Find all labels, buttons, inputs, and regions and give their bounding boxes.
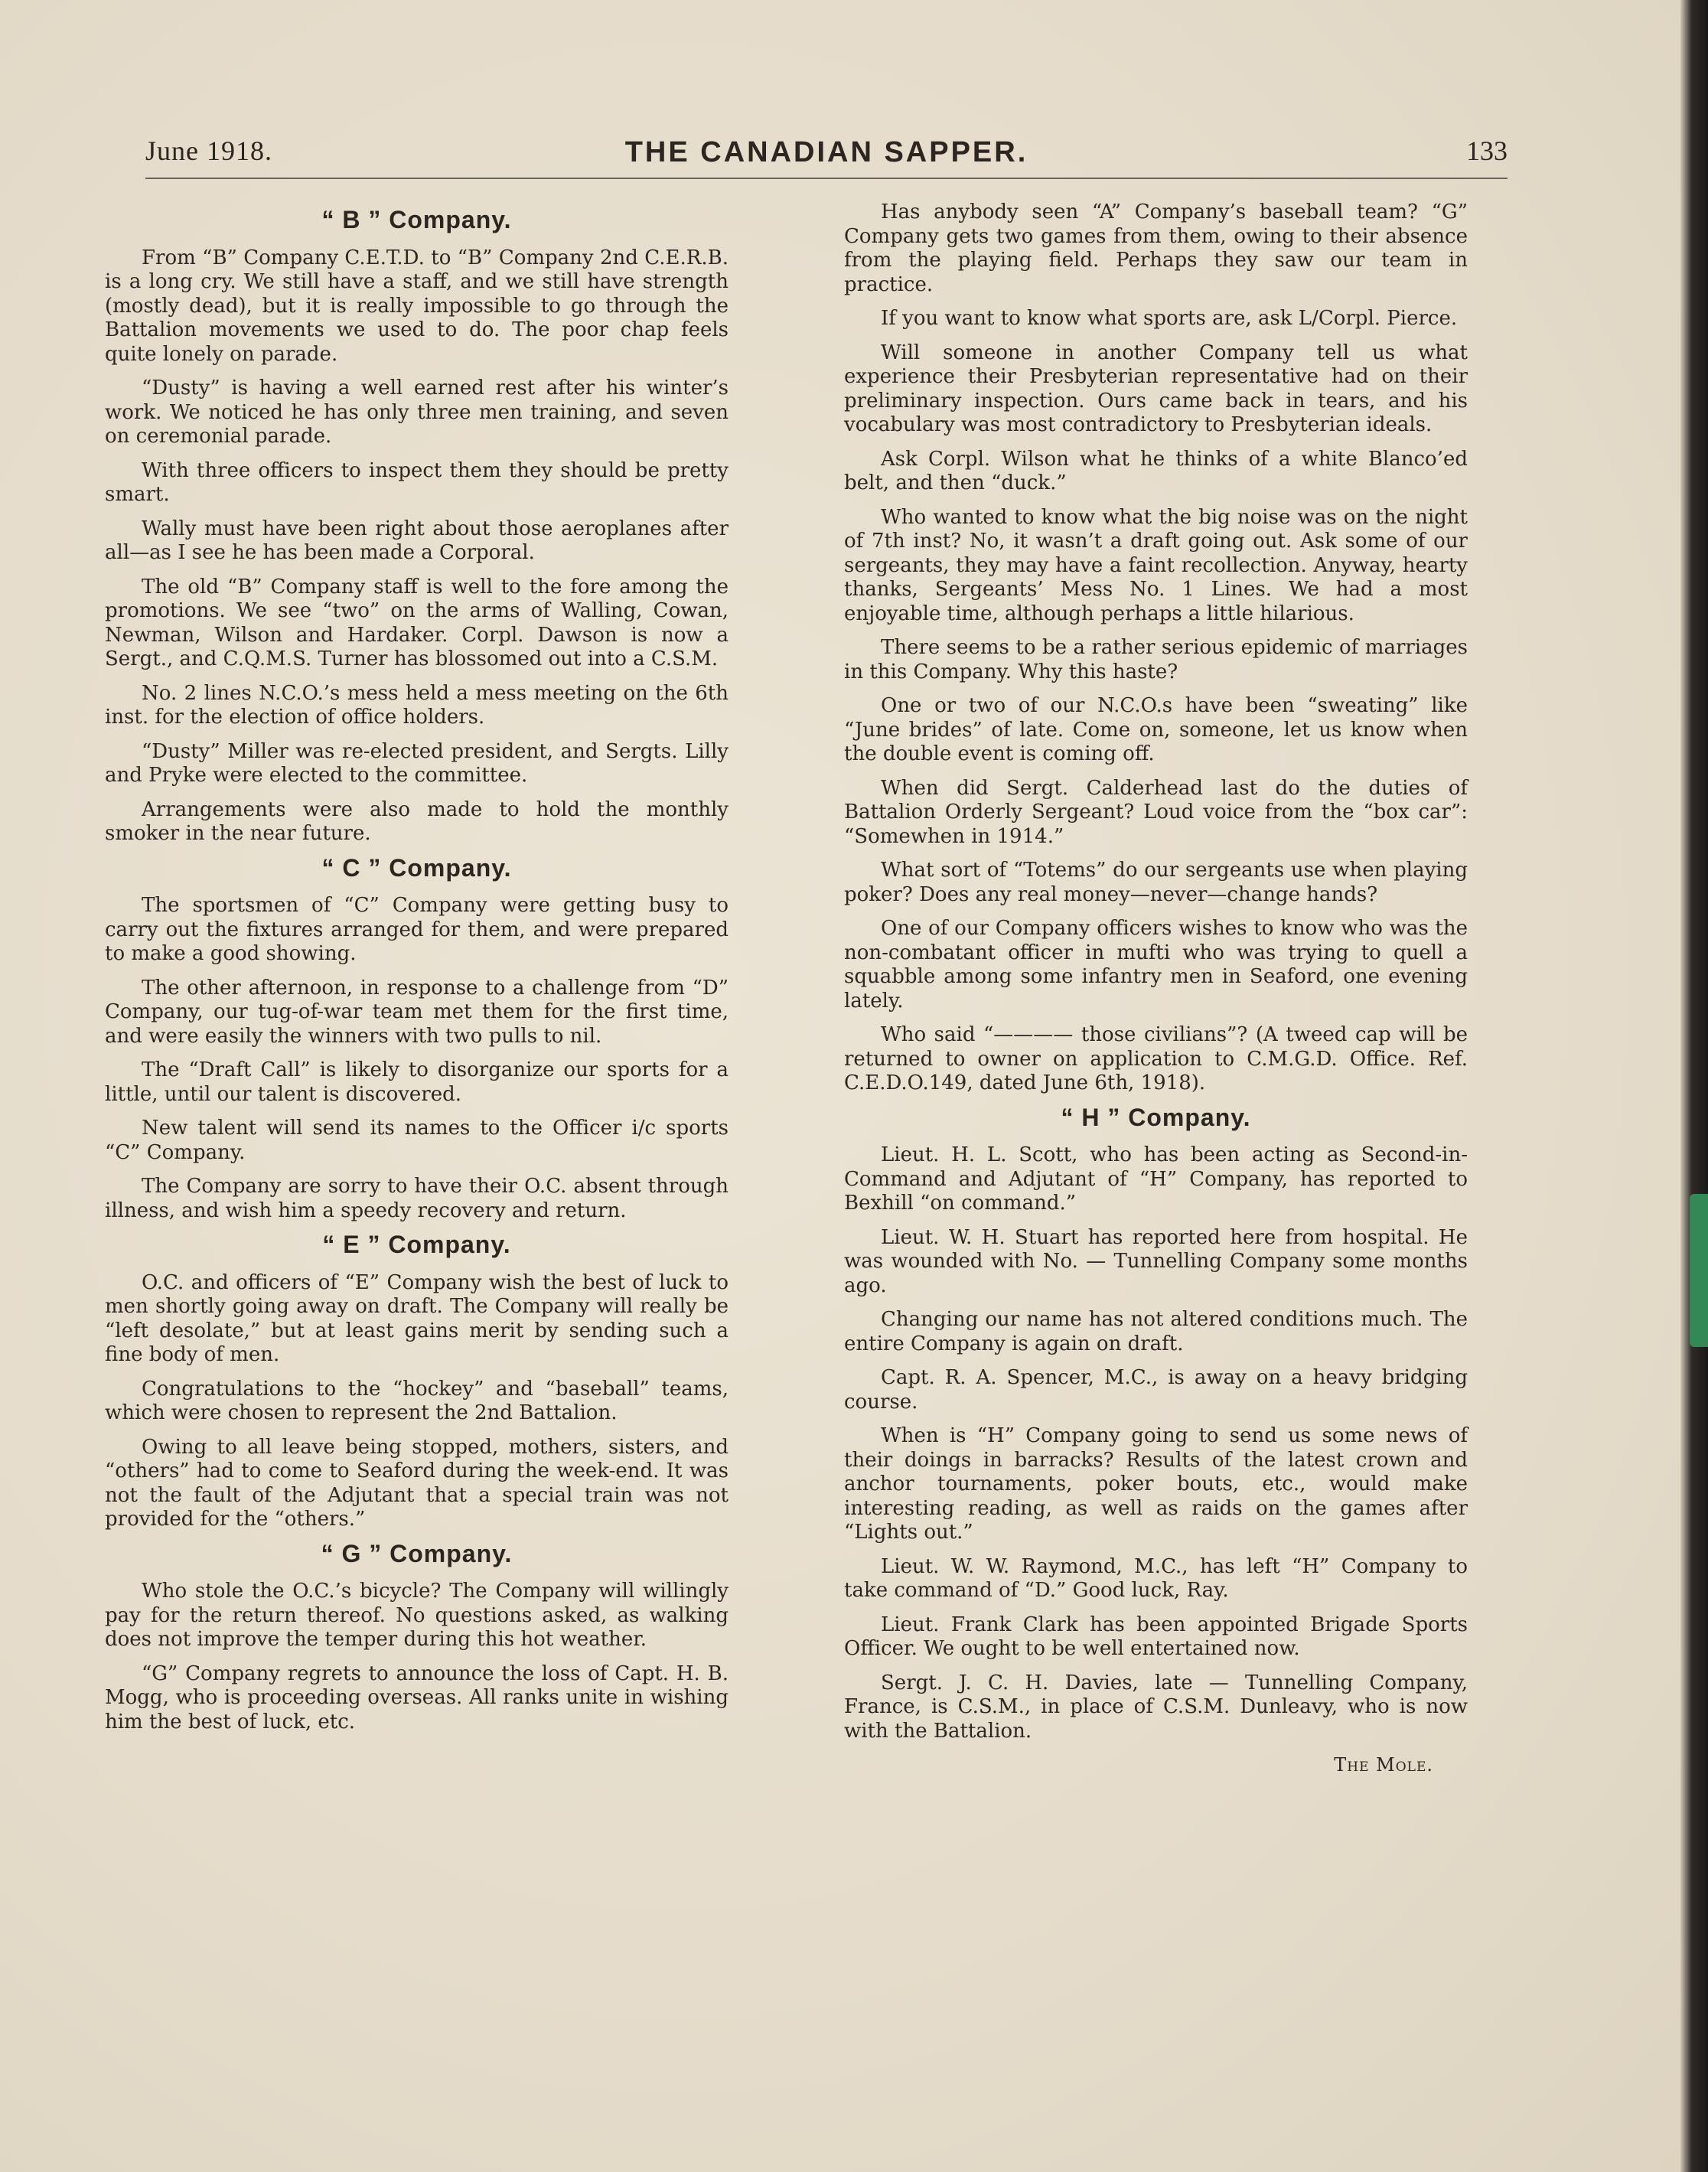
paragraph: The “Draft Call” is likely to disorganize our sports for a little, until our talent is discovered.	[105, 1058, 729, 1106]
paragraph: Sergt. J. C. H. Davies, late — Tunnelling Company, France, is C.S.M., in place of C.S.M. Dunleavy, who is now with the Battalion.	[844, 1671, 1468, 1743]
paragraph: “Dusty” is having a well earned rest after his winter’s work. We noticed he has only three men training, and seven on ceremonial parade.	[105, 377, 729, 448]
issue-date: June 1918.	[145, 135, 272, 166]
section-heading-e-company: “ E ” Company.	[322, 1231, 511, 1258]
paragraph: The Company are sorry to have their O.C. absent through illness, and wish him a speedy recovery and return.	[105, 1175, 729, 1222]
paragraph: Congratulations to the “hockey” and “baseball” teams, which were chosen to represent the 2nd Battalion.	[105, 1377, 729, 1424]
paragraph: Owing to all leave being stopped, mothers, sisters, and “others” had to come to Seaford during the week-end. It was not the fault of the Adjutant that a special train was not provided for the “others.”	[105, 1435, 729, 1531]
green-page-tab	[1690, 1194, 1708, 1347]
right-column	[844, 201, 1468, 1778]
author-signature: The Mole.	[1334, 1754, 1433, 1776]
paragraph: “Dusty” Miller was re-elected president, and Sergts. Lilly and Pryke were elected to the committee.	[105, 739, 729, 787]
paragraph: One or two of our N.C.O.s have been “sweating” like “June brides” of late. Come on, someone, let us know when the double event is coming off.	[844, 694, 1468, 765]
page-edge-shadow	[1680, 0, 1708, 2172]
header-rule	[145, 178, 1508, 179]
paragraph: With three officers to inspect them they should be pretty smart.	[105, 458, 729, 506]
paragraph: There seems to be a rather serious epidemic of marriages in this Company. Why this haste?	[844, 636, 1468, 683]
paragraph: Changing our name has not altered conditions much. The entire Company is again on draft.	[844, 1308, 1468, 1355]
paragraph: From “B” Company C.E.T.D. to “B” Company 2nd C.E.R.B. is a long cry. We still have a staff, and we still have strength (mostly dead), but it is really impossible to go through the Battalion movements we used to do. The poor chap feels quite lonely on parade.	[105, 246, 729, 366]
paragraph: Will someone in another Company tell us what experience their Presbyterian representative had on their preliminary inspection. Ours came back in tears, and his vocabulary was most contradictory to Presbyterian ideals.	[844, 341, 1468, 436]
paragraph: Arrangements were also made to hold the monthly smoker in the near future.	[105, 797, 729, 845]
section-heading-g-company: “ G ” Company.	[321, 1539, 513, 1567]
paragraph: New talent will send its names to the Officer i/c sports “C” Company.	[105, 1117, 729, 1164]
paragraph: Lieut. W. H. Stuart has reported here from hospital. He was wounded with No. — Tunnelling Company some months ago.	[844, 1225, 1468, 1297]
paragraph: Capt. R. A. Spencer, M.C., is away on a heavy bridging course.	[844, 1366, 1468, 1414]
paragraph: Who stole the O.C.’s bicycle? The Company will willingly pay for the return thereof. No questions asked, as walking does not improve the temper during this hot weather.	[105, 1580, 729, 1651]
paragraph: What sort of “Totems” do our sergeants use when playing poker? Does any real money—never—change hands?	[844, 859, 1468, 906]
paragraph: Has anybody seen “A” Company’s baseball team? “G” Company gets two games from them, owing to their absence from the playing field. Perhaps they saw our team in practice.	[844, 201, 1468, 296]
paragraph: No. 2 lines N.C.O.’s mess held a mess meeting on the 6th inst. for the election of office holders.	[105, 681, 729, 729]
paragraph: When is “H” Company going to send us some news of their doings in barracks? Results of the latest crown and anchor tournaments, poker bouts, etc., would make interesting reading, as well as raids on the games after “Lights out.”	[844, 1424, 1468, 1544]
paragraph: Lieut. H. L. Scott, who has been acting as Second-in-Command and Adjutant of “H” Company, has reported to Bexhill “on command.”	[844, 1143, 1468, 1215]
publication-title: THE CANADIAN SAPPER.	[624, 136, 1028, 168]
left-column	[105, 201, 729, 1744]
paragraph: The sportsmen of “C” Company were getting busy to carry out the fixtures arranged for them, and were prepared to make a good showing.	[105, 894, 729, 965]
section-heading-c-company: “ C ” Company.	[321, 853, 512, 882]
paragraph: Who wanted to know what the big noise was on the night of 7th inst? No, it wasn’t a draft going out. Ask some of our sergeants, they may have a faint recollection. Anyway, hearty thanks, Sergeants’ Mess No. 1 Lines. We had a most enjoyable time, although perhaps a little hilarious.	[844, 505, 1468, 625]
section-heading-h-company: “ H ” Company.	[1061, 1103, 1251, 1131]
paragraph: If you want to know what sports are, ask L/Corpl. Pierce.	[881, 307, 1458, 330]
paragraph: Wally must have been right about those aeroplanes after all—as I see he has been made a Corporal.	[105, 517, 729, 564]
paragraph: One of our Company officers wishes to know who was the non-combatant officer in mufti who was trying to quell a squabble among some infantry men in Seaford, one evening lately.	[844, 917, 1468, 1013]
running-header	[145, 132, 1508, 174]
section-heading-b-company: “ B ” Company.	[321, 206, 512, 233]
page-number: 133	[1466, 135, 1508, 166]
paragraph: The old “B” Company staff is well to the fore among the promotions. We see “two” on the arms of Walling, Cowan, Newman, Wilson and Hardaker. Corpl. Dawson is now a Sergt., and C.Q.M.S. Turner has blossomed out into a C.S.M.	[105, 575, 729, 670]
paragraph: Lieut. W. W. Raymond, M.C., has left “H” Company to take command of “D.” Good luck, Ray.	[844, 1554, 1468, 1602]
paragraph: When did Sergt. Calderhead last do the duties of Battalion Orderly Sergeant? Loud voice from the “box car”: “Somewhen in 1914.”	[844, 776, 1468, 848]
paragraph: The other afternoon, in response to a challenge from “D” Company, our tug-of-war team met them for the first time, and were easily the winners with two pulls to nil.	[105, 976, 729, 1048]
paragraph: O.C. and officers of “E” Company wish the best of luck to men shortly going away on draft. The Company will really be “left desolate,” but at least gains merit by sending such a fine body of men.	[105, 1270, 729, 1366]
paragraph: Who said “———— those civilians”? (A tweed cap will be returned to owner on application to C.M.G.D. Office. Ref. C.E.D.O.149, dated June 6th, 1918).	[844, 1023, 1468, 1094]
paragraph: “G” Company regrets to announce the loss of Capt. H. B. Mogg, who is proceeding overseas. All ranks unite in wishing him the best of luck, etc.	[105, 1662, 729, 1733]
paragraph: Ask Corpl. Wilson what he thinks of a white Blanco’ed belt, and then “duck.”	[844, 447, 1468, 494]
paragraph: Lieut. Frank Clark has been appointed Brigade Sports Officer. We ought to be well entertained now.	[844, 1613, 1468, 1660]
